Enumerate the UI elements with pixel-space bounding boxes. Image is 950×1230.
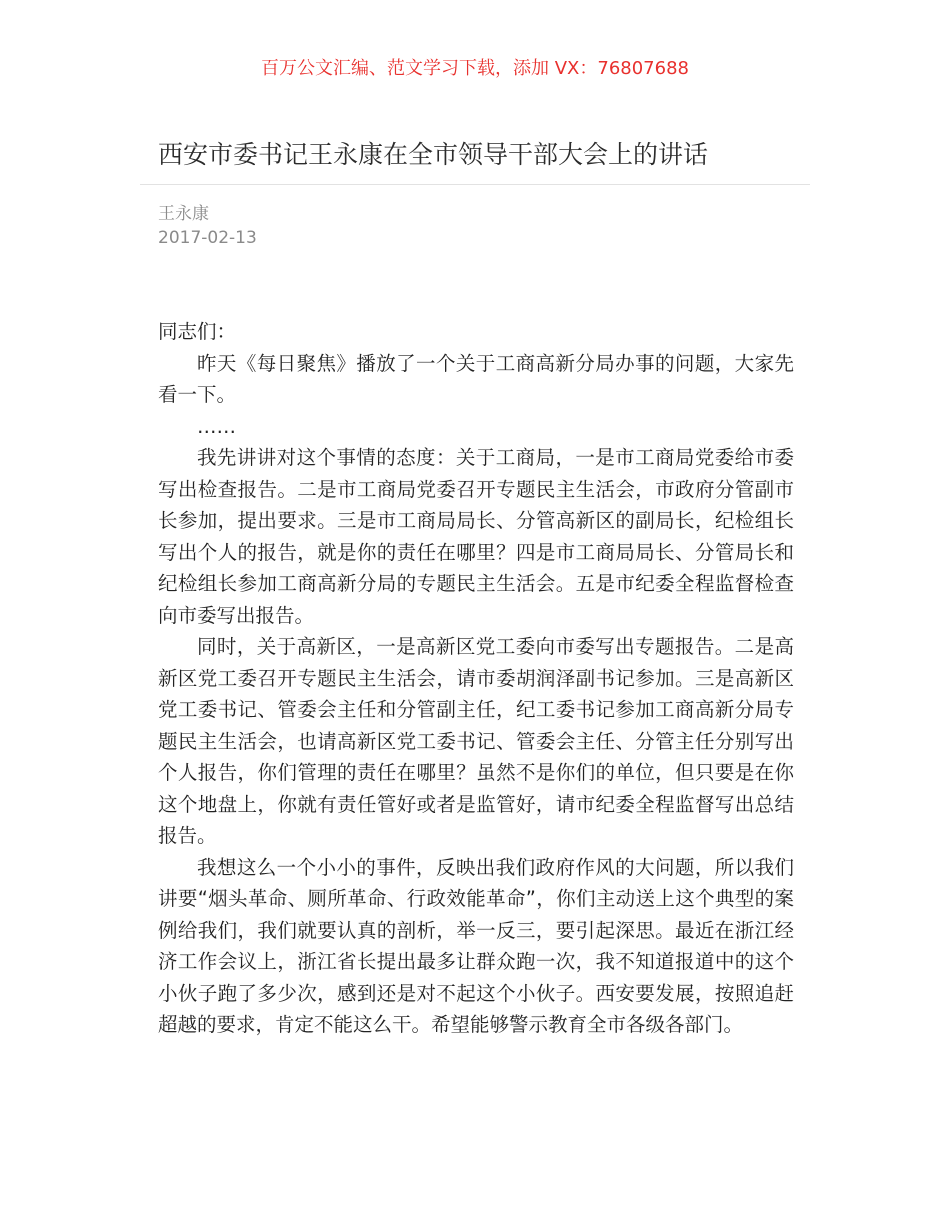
- body-paragraph: 我先讲讲对这个事情的态度：关于工商局，一是市工商局党委给市委写出检查报告。二是市工商局党委召开专题民主生活会，市政府分管副市长参加，提出要求。三是市工商局局长、分管高新区的副局长，纪检组长写出个人的报告，就是你的责任在哪里？四是市工商局局长、分管局长和纪检组长参加工商高新分局的专题民主生活会。五是市纪委全程监督检查向市委写出报告。: [158, 446, 794, 627]
- article-author: 王永康: [158, 204, 209, 224]
- body-paragraph: 同时，关于高新区，一是高新区党工委向市委写出专题报告。二是高新区党工委召开专题民主生活会，请市委胡润泽副书记参加。三是高新区党工委书记、管委会主任和分管副主任，纪工委书记参加工商高新分局专题民主生活会，也请高新区党工委书记、管委会主任、分管主任分别写出个人报告，你们管理的责任在哪里？虽然不是你们的单位，但只要是在你这个地盘上，你就有责任管好或者是监管好，请市纪委全程监督写出总结报告。: [158, 635, 794, 847]
- article-date: 2017-02-13: [158, 228, 257, 248]
- title-divider: [140, 184, 810, 185]
- ellipsis-paragraph: ……: [197, 414, 236, 438]
- salutation: 同志们：: [158, 320, 237, 343]
- promo-banner: 百万公文汇编、范文学习下载，添加 VX：76807688: [261, 58, 689, 79]
- article-title: 西安市委书记王永康在全市领导干部大会上的讲话: [158, 140, 709, 169]
- body-paragraph: 昨天《每日聚焦》播放了一个关于工商高新分局办事的问题，大家先看一下。: [158, 351, 794, 406]
- body-paragraph: 我想这么一个小小的事件，反映出我们政府作风的大问题，所以我们讲要“烟头革命、厕所革命、行政效能革命”，你们主动送上这个典型的案例给我们，我们就要认真的剖析，举一反三，要引起深思。最近在浙江经济工作会议上，浙江省长提出最多让群众跑一次，我不知道报道中的这个小伙子跑了多少次，感到还是对不起这个小伙子。西安要发展，按照追赶超越的要求，肯定不能这么干。希望能够警示教育全市各级各部门。: [158, 855, 794, 1036]
- article-body: [158, 316, 794, 1041]
